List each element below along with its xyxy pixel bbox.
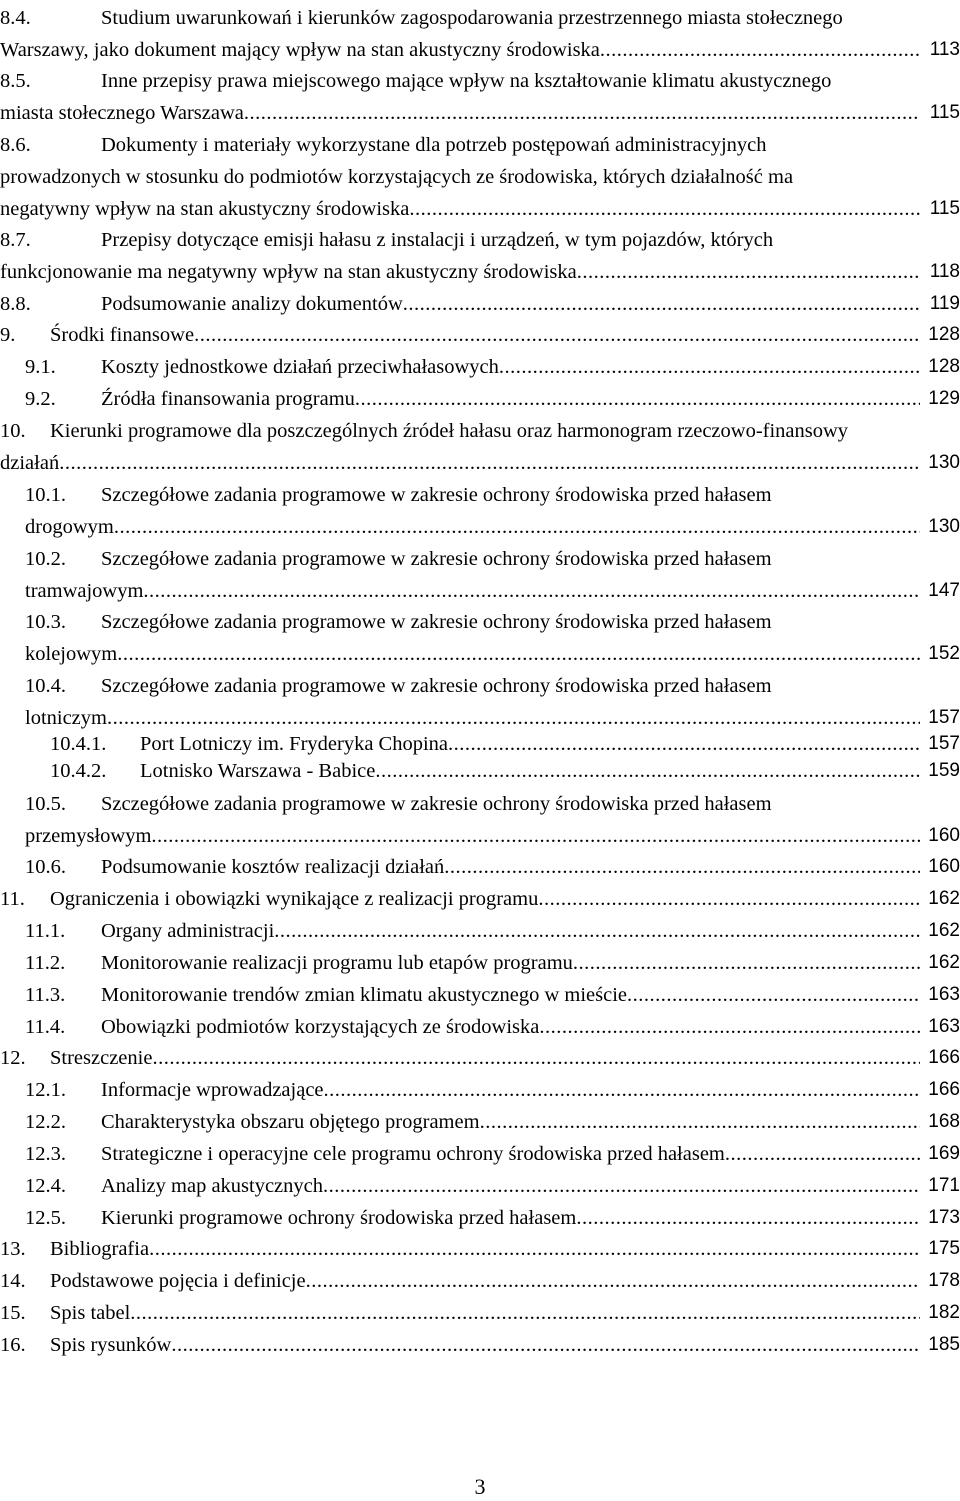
toc-entry-title: Streszczenie xyxy=(50,1047,153,1069)
toc-entry-title: Warszawy, jako dokument mający wpływ na stan akustyczny środowiska xyxy=(0,39,600,61)
toc-entry-line[interactable] xyxy=(0,1266,960,1296)
toc-entry-line[interactable] xyxy=(0,257,960,287)
toc-entry-title: Bibliografia xyxy=(50,1238,150,1260)
toc-entry-page: 162 xyxy=(928,884,960,914)
toc-entry-number: 12.3. xyxy=(25,1143,66,1165)
toc-entry-page: 128 xyxy=(928,352,960,382)
toc-entry-title: Dokumenty i materiały wykorzystane dla potrzeb postępowań administracyjnych xyxy=(101,134,767,156)
dot-leader xyxy=(324,1075,920,1105)
toc-entry-page: 157 xyxy=(928,703,960,733)
dot-leader xyxy=(725,1139,920,1169)
toc-entry-title: Charakterystyka obszaru objętego programem xyxy=(101,1111,480,1133)
toc-entry-title: Szczegółowe zadania programowe w zakresie ochrony środowiska przed hałasem xyxy=(101,484,772,506)
toc-entry-line[interactable] xyxy=(0,884,960,914)
toc-entry-number: 11.3. xyxy=(25,984,66,1006)
toc-entry-line[interactable] xyxy=(0,98,960,128)
toc-entry-line[interactable] xyxy=(0,756,960,786)
toc-entry-title: Monitorowanie realizacji programu lub etapów programu xyxy=(101,952,573,974)
toc-entry-page: 119 xyxy=(930,289,960,319)
toc-entry-title: Szczegółowe zadania programowe w zakresie ochrony środowiska przed hałasem xyxy=(101,611,772,633)
toc-entry-page: 173 xyxy=(928,1203,960,1233)
toc-entry-line[interactable] xyxy=(0,352,960,382)
toc-entry-line[interactable] xyxy=(0,639,960,669)
toc-entry-number: 10.4.2. xyxy=(50,760,107,782)
dot-leader xyxy=(323,1171,920,1201)
toc-entry-page: 169 xyxy=(928,1139,960,1169)
toc-entry-line[interactable] xyxy=(0,1012,960,1042)
toc-entry-page: 115 xyxy=(930,194,960,224)
toc-entry-page: 168 xyxy=(928,1107,960,1137)
dot-leader xyxy=(375,756,920,786)
toc-entry-number: 12.2. xyxy=(25,1111,66,1133)
toc-entry-number: 10.5. xyxy=(25,793,66,815)
dot-leader xyxy=(171,1330,920,1360)
toc-entry-page: 166 xyxy=(928,1043,960,1073)
dot-leader xyxy=(577,257,920,287)
toc-entry-line[interactable] xyxy=(0,448,960,478)
toc-entry-title: tramwajowym xyxy=(25,580,144,602)
toc-entry-line[interactable] xyxy=(0,1203,960,1233)
toc-entry-page: 182 xyxy=(928,1298,960,1328)
toc-entry-page: 175 xyxy=(928,1234,960,1264)
toc-entry-title: Informacje wprowadzające xyxy=(101,1079,324,1101)
toc-entry-title: funkcjonowanie ma negatywny wpływ na stan akustyczny środowiska xyxy=(0,261,577,283)
toc-entry-line xyxy=(0,544,960,574)
toc-entry-title: Monitorowanie trendów zmian klimatu akustycznego w mieście xyxy=(101,984,628,1006)
toc-entry-title: Studium uwarunkowań i kierunków zagospodarowania przestrzennego miasta stołecznego xyxy=(101,7,843,29)
toc-entry-page: 163 xyxy=(928,980,960,1010)
toc-entry-number: 15. xyxy=(0,1302,26,1324)
toc-entry-title: działań xyxy=(0,452,60,474)
toc-entry-page: 130 xyxy=(928,512,960,542)
toc-entry-number: 11.1. xyxy=(25,920,66,942)
toc-entry-title: Podsumowanie analizy dokumentów xyxy=(101,293,403,315)
dot-leader xyxy=(576,1203,920,1233)
toc-entry-title: Ograniczenia i obowiązki wynikające z realizacji programu xyxy=(50,888,539,910)
toc-entry-line xyxy=(0,671,960,701)
toc-entry-line xyxy=(0,607,960,637)
toc-entry-page: 160 xyxy=(928,821,960,851)
toc-entry-line[interactable] xyxy=(0,320,960,350)
toc-entry-title: lotniczym xyxy=(25,707,107,729)
toc-entry-line xyxy=(0,416,960,446)
toc-entry-line[interactable] xyxy=(0,1107,960,1137)
dot-leader xyxy=(117,639,920,669)
dot-leader xyxy=(480,1107,920,1137)
toc-entry-title: Szczegółowe zadania programowe w zakresie ochrony środowiska przed hałasem xyxy=(101,675,772,697)
dot-leader xyxy=(448,729,920,759)
toc-entry-title: miasta stołecznego Warszawa xyxy=(0,102,244,124)
toc-entry-page: 157 xyxy=(928,729,960,759)
toc-entry-title: przemysłowym xyxy=(25,825,152,847)
toc-entry-title: Spis rysunków xyxy=(50,1334,172,1356)
toc-entry-page: 162 xyxy=(928,916,960,946)
toc-entry-page: 166 xyxy=(928,1075,960,1105)
toc-entry-number: 16. xyxy=(0,1334,26,1356)
toc-entry-title: Szczegółowe zadania programowe w zakresie ochrony środowiska przed hałasem xyxy=(101,548,772,570)
toc-entry-line xyxy=(0,480,960,510)
dot-leader xyxy=(114,512,920,542)
toc-entry-line[interactable] xyxy=(0,1234,960,1264)
toc-entry-number: 10.3. xyxy=(25,611,66,633)
toc-entry-number: 10.1. xyxy=(25,484,66,506)
toc-entry-line[interactable] xyxy=(0,384,960,414)
toc-entry-number: 8.7. xyxy=(0,229,31,251)
toc-entry-line[interactable] xyxy=(0,512,960,542)
dot-leader xyxy=(539,1012,920,1042)
toc-entry-number: 8.8. xyxy=(0,293,31,315)
toc-entry-number: 10. xyxy=(0,420,26,442)
toc-entry-page: 185 xyxy=(928,1330,960,1360)
dot-leader xyxy=(355,384,920,414)
dot-leader xyxy=(149,1234,920,1264)
toc-entry-title: Kierunki programowe ochrony środowiska przed hałasem xyxy=(101,1207,577,1229)
toc-entry-line xyxy=(0,130,960,160)
toc-entry-line[interactable] xyxy=(0,1043,960,1073)
toc-entry-number: 8.6. xyxy=(0,134,31,156)
dot-leader xyxy=(573,948,920,978)
toc-entry-line[interactable] xyxy=(0,948,960,978)
dot-leader xyxy=(306,1266,920,1296)
toc-entry-line[interactable] xyxy=(0,289,960,319)
toc-entry-title: Lotnisko Warszawa - Babice xyxy=(140,760,376,782)
toc-entry-page: 147 xyxy=(928,576,960,606)
toc-entry-title: prowadzonych w stosunku do podmiotów korzystających ze środowiska, których działalność ma xyxy=(0,166,794,188)
dot-leader xyxy=(600,35,920,65)
toc-entry-line[interactable] xyxy=(0,576,960,606)
toc-entry-line xyxy=(0,3,960,33)
toc-entry-line[interactable] xyxy=(0,35,960,65)
toc-entry-page: 171 xyxy=(928,1171,960,1201)
toc-entry-title: negatywny wpływ na stan akustyczny środowiska xyxy=(0,198,410,220)
toc-entry-number: 14. xyxy=(0,1270,26,1292)
dot-leader xyxy=(143,576,920,606)
toc-entry-title: Strategiczne i operacyjne cele programu ochrony środowiska przed hałasem xyxy=(101,1143,725,1165)
toc-entry-title: kolejowym xyxy=(25,643,118,665)
toc-entry-number: 10.4.1. xyxy=(50,733,107,755)
toc-entry-title: Koszty jednostkowe działań przeciwhałasowych xyxy=(101,356,499,378)
toc-entry-line xyxy=(0,162,960,192)
dot-leader xyxy=(444,852,920,882)
toc-entry-number: 11.4. xyxy=(25,1016,66,1038)
toc-entry-page: 152 xyxy=(928,639,960,669)
toc-entry-page: 115 xyxy=(930,98,960,128)
toc-entry-line[interactable] xyxy=(0,194,960,224)
toc-entry-number: 11.2. xyxy=(25,952,66,974)
toc-entry-number: 12. xyxy=(0,1047,26,1069)
toc-entry-page: 163 xyxy=(928,1012,960,1042)
toc-entry-page: 178 xyxy=(928,1266,960,1296)
toc-entry-line xyxy=(0,66,960,96)
toc-entry-page: 162 xyxy=(928,948,960,978)
toc-entry-number: 13. xyxy=(0,1238,26,1260)
dot-leader xyxy=(409,194,920,224)
dot-leader xyxy=(627,980,920,1010)
toc-entry-number: 9. xyxy=(0,324,16,346)
toc-entry-line[interactable] xyxy=(0,1171,960,1201)
toc-entry-line xyxy=(0,225,960,255)
toc-entry-number: 12.1. xyxy=(25,1079,66,1101)
toc-entry-number: 11. xyxy=(0,888,25,910)
toc-entry-line xyxy=(0,789,960,819)
toc-entry-title: Źródła finansowania programu xyxy=(101,388,355,410)
toc-entry-number: 9.1. xyxy=(25,356,56,378)
page-number: 3 xyxy=(474,1474,486,1499)
toc-entry-title: Podstawowe pojęcia i definicje xyxy=(50,1270,306,1292)
toc-entry-line[interactable] xyxy=(0,821,960,851)
toc-entry-title: Obowiązki podmiotów korzystających ze środowiska xyxy=(101,1016,540,1038)
toc-entry-number: 12.5. xyxy=(25,1207,66,1229)
dot-leader xyxy=(403,289,920,319)
dot-leader xyxy=(59,448,920,478)
toc-entry-title: Szczegółowe zadania programowe w zakresie ochrony środowiska przed hałasem xyxy=(101,793,772,815)
dot-leader xyxy=(151,821,920,851)
toc-entry-line[interactable] xyxy=(0,729,960,759)
toc-entry-title: Port Lotniczy im. Fryderyka Chopina xyxy=(140,733,449,755)
toc-entry-line[interactable] xyxy=(0,1298,960,1328)
toc-entry-page: 128 xyxy=(928,320,960,350)
toc-entry-title: Organy administracji xyxy=(101,920,275,942)
toc-entry-title: Spis tabel xyxy=(50,1302,131,1324)
toc-entry-line[interactable] xyxy=(0,1330,960,1360)
toc-entry-number: 12.4. xyxy=(25,1175,66,1197)
toc-entry-title: Kierunki programowe dla poszczególnych źródeł hałasu oraz harmonogram rzeczowo-finansowy xyxy=(50,420,849,442)
toc-entry-number: 8.5. xyxy=(0,70,31,92)
dot-leader xyxy=(538,884,920,914)
toc-entry-title: drogowym xyxy=(25,516,114,538)
toc-entry-line[interactable] xyxy=(0,980,960,1010)
toc-entry-number: 10.6. xyxy=(25,856,66,878)
toc-entry-page: 113 xyxy=(930,35,960,65)
dot-leader xyxy=(244,98,920,128)
dot-leader xyxy=(130,1298,920,1328)
toc-entry-number: 8.4. xyxy=(0,7,31,29)
dot-leader xyxy=(194,320,920,350)
toc-entry-title: Inne przepisy prawa miejscowego mające wpływ na kształtowanie klimatu akustycznego xyxy=(101,70,832,92)
toc-entry-page: 159 xyxy=(928,756,960,786)
toc-entry-title: Podsumowanie kosztów realizacji działań xyxy=(101,856,445,878)
dot-leader xyxy=(274,916,920,946)
dot-leader xyxy=(152,1043,920,1073)
toc-entry-title: Analizy map akustycznych xyxy=(101,1175,324,1197)
toc-entry-number: 10.2. xyxy=(25,548,66,570)
toc-entry-line[interactable] xyxy=(0,1075,960,1105)
toc-entry-line[interactable] xyxy=(0,1139,960,1169)
toc-entry-page: 160 xyxy=(928,852,960,882)
toc-entry-title: Środki finansowe xyxy=(50,324,195,346)
toc-entry-page: 118 xyxy=(930,257,960,287)
dot-leader xyxy=(499,352,920,382)
toc-entry-number: 9.2. xyxy=(25,388,56,410)
toc-entry-page: 129 xyxy=(928,384,960,414)
toc-entry-title: Przepisy dotyczące emisji hałasu z instalacji i urządzeń, w tym pojazdów, których xyxy=(101,229,774,251)
toc-entry-line[interactable] xyxy=(0,852,960,882)
toc-entry-page: 130 xyxy=(928,448,960,478)
toc-entry-number: 10.4. xyxy=(25,675,66,697)
toc-entry-line[interactable] xyxy=(0,916,960,946)
